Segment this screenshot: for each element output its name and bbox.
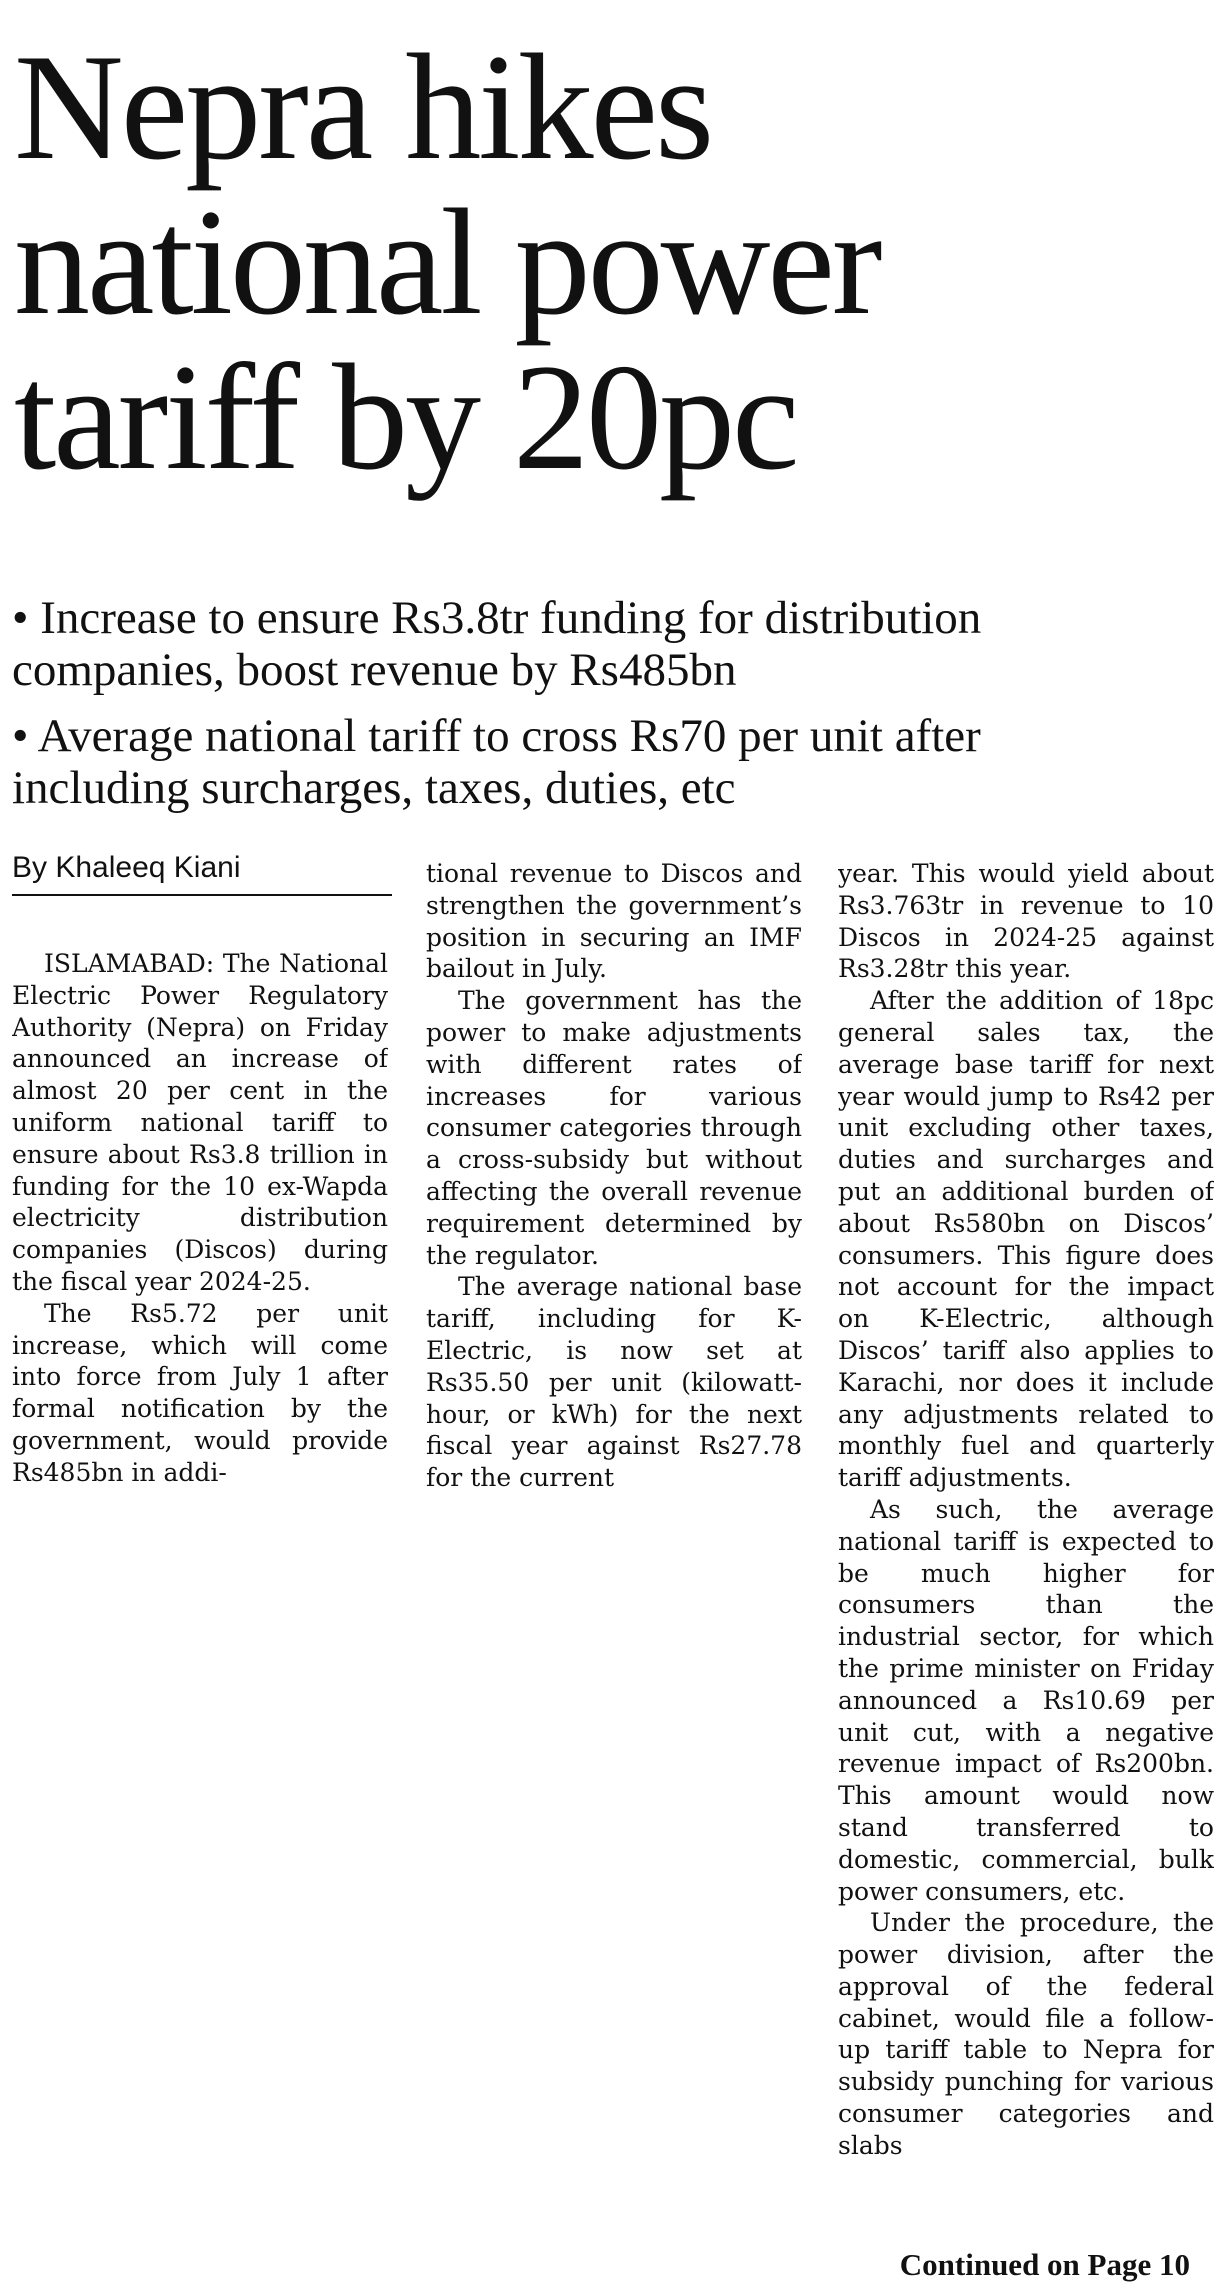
- bullet-2-line-1: • Average national tariff to cross Rs70 per unit after: [12, 710, 981, 762]
- article-column-2: [426, 858, 802, 1494]
- paragraph: year. This would yield about Rs3.763tr in revenue to 10 Discos in 2024-25 against Rs3.28tr this year.: [838, 859, 1214, 984]
- headline-line-2: national power: [14, 178, 880, 346]
- headline: [14, 23, 1214, 501]
- paragraph: Under the procedure, the power division, after the approval of the federal cabinet, would file a follow-up tariff table to Nepra for subsidy punching for various consumer categories and slabs: [838, 1908, 1214, 2160]
- paragraph: The average national base tariff, including for K-Electric, is now set at Rs35.50 per unit (kilowatt-hour, or kWh) for the next fiscal year against Rs27.78 for the current: [426, 1272, 802, 1493]
- bullet-1-line-2: companies, boost revenue by Rs485bn: [12, 644, 737, 696]
- continued-on-page: Continued on Page 10: [899, 2247, 1190, 2282]
- bullet-1: [12, 592, 1212, 696]
- subheadline-bullets: [12, 592, 1212, 828]
- paragraph: tional revenue to Discos and strengthen the government’s position in securing an IMF bailout in July.: [426, 859, 802, 984]
- bullet-2-line-2: including surcharges, taxes, duties, etc: [12, 762, 736, 814]
- byline: By Khaleeq Kiani: [12, 850, 392, 896]
- paragraph: The government has the power to make adjustments with different rates of increases for various consumer categories through a cross-subsidy but without affecting the overall revenue requirement determined by the regulator.: [426, 986, 802, 1270]
- headline-line-3: tariff by 20pc: [14, 333, 797, 501]
- article-column-1: [12, 948, 388, 1489]
- bullet-2: [12, 710, 1212, 814]
- article-column-3: [838, 858, 1214, 2162]
- bullet-1-line-1: • Increase to ensure Rs3.8tr funding for distribution: [12, 592, 982, 644]
- headline-line-1: Nepra hikes: [14, 23, 712, 191]
- paragraph: As such, the average national tariff is expected to be much higher for consumers than the industrial sector, for which the prime minister on Friday announced a Rs10.69 per unit cut, with a negative revenue impact of Rs200bn. This amount would now stand transferred to domestic, commercial, bulk power consumers, etc.: [838, 1494, 1214, 1906]
- paragraph: The Rs5.72 per unit increase, which will come into force from July 1 after formal notification by the government, would provide Rs485bn in addi-: [12, 1298, 388, 1487]
- paragraph: ISLAMABAD: The National Electric Power Regulatory Authority (Nepra) on Friday announced an increase of almost 20 per cent in the uniform national tariff to ensure about Rs3.8 trillion in funding for the 10 ex-Wapda electricity distribution companies (Discos) during the fiscal year 2024-25.: [12, 949, 388, 1296]
- paragraph: After the addition of 18pc general sales tax, the average base tariff for next year would jump to Rs42 per unit excluding other taxes, duties and surcharges and put an additional burden of about Rs580bn on Discos’ consumers. This figure does not account for the impact on K-Electric, although Discos’ tariff also applies to Karachi, nor does it include any adjustments related to monthly fuel and quarterly tariff adjustments.: [838, 986, 1214, 1493]
